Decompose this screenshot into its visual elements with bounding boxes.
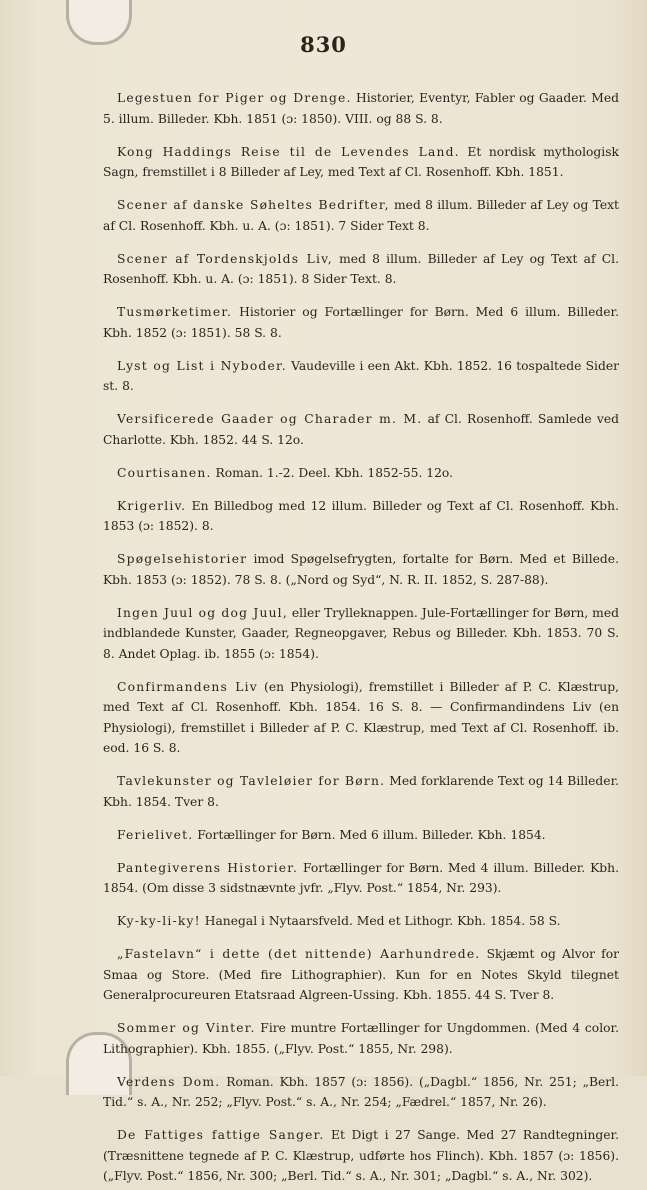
entry-text: af Cl. Rosenhoff. Samlede ved Charlotte. Kbh. 1852. 44 S. 12o. bbox=[103, 412, 619, 447]
bibliography-entries bbox=[103, 76, 619, 1190]
bibliography-entry bbox=[103, 142, 619, 183]
entry-title: Confirmandens Liv bbox=[117, 679, 258, 694]
bibliography-entry bbox=[103, 88, 619, 129]
entry-text: Fire muntre Fortællinger for Ungdommen. (Med 4 color. Lithographier). Kbh. 1855. („Flyv. Post.“ 1855, Nr. 298). bbox=[103, 1021, 619, 1056]
entry-title: De Fattiges fattige Sanger. bbox=[117, 1128, 325, 1143]
page-number: 830 bbox=[300, 32, 347, 57]
entry-text: Vaudeville i een Akt. Kbh. 1852. 16 tospaltede Sider st. 8. bbox=[103, 358, 619, 394]
entry-text: Roman. Kbh. 1857 (ɔ: 1856). („Dagbl.“ 1856, Nr. 251; „Berl. Tid.“ s. A., Nr. 252; „Flyv. Post.“ s. A., Nr. 254; „Fædrel.“ 1857, Nr. 26). bbox=[103, 1074, 619, 1110]
bibliography-entry bbox=[103, 356, 619, 397]
entry-text: Et nordisk mythologisk Sagn, fremstillet i 8 Billeder af Ley, med Text af Cl. Rosenhoff. Kbh. 1851. bbox=[103, 144, 619, 180]
entry-text: Skjæmt og Alvor for Smaa og Store. (Med fire Lithographier). Kun for en Notes Skyld tilegnet Generalprocureuren Etatsraad Algreen-Ussing. Kbh. 1855. 44 S. Tver 8. bbox=[103, 947, 619, 1003]
bibliography-entry bbox=[103, 496, 619, 537]
entry-text: Et Digt i 27 Sange. Med 27 Randtegninger. (Træsnittene tegnede af P. C. Klæstrup, udførte hos Flinch). Kbh. 1857 (ɔ: 1856). („Flyv. Post.“ 1856, Nr. 300; „Berl. Tid.“ s. A., Nr. 301; „Dagbl.“ s. A., Nr. 302). bbox=[103, 1128, 619, 1184]
entry-title: Sommer og Vinter. bbox=[117, 1021, 256, 1036]
entry-title: Tavlekunster og Tavleløier for Børn. bbox=[117, 774, 386, 789]
entry-text: eller Trylleknappen. Jule-Fortællinger for Børn, med indblandede Kunster, Gaader, Regneopgaver, Rebus og Billeder. Kbh. 1853. 70 S. 8. Andet Oplag. ib. 1855 (ɔ: 1854). bbox=[103, 605, 619, 661]
entry-text: imod Spøgelsefrygten, fortalte for Børn. Med et Billede. Kbh. 1853 (ɔ: 1852). 78 S. 8. („Nord og Syd“, N. R. II. 1852, S. 287-88). bbox=[103, 552, 619, 587]
entry-title: „Fastelavn“ i dette (det nittende) Aarhundrede. bbox=[117, 947, 481, 962]
entry-title: Pantegiverens Historier. bbox=[117, 860, 299, 875]
entry-text: En Billedbog med 12 illum. Billeder og Text af Cl. Rosenhoff. Kbh. 1853 (ɔ: 1852). 8. bbox=[103, 498, 619, 534]
bibliography-entry bbox=[103, 302, 619, 343]
bibliography-entry bbox=[103, 825, 619, 846]
bibliography-entry bbox=[103, 677, 619, 759]
bibliography-entry bbox=[103, 463, 619, 484]
entry-title: Versificerede Gaader og Charader m. M. bbox=[117, 412, 423, 427]
bibliography-entry bbox=[103, 1072, 619, 1113]
entry-title: Scener af Tordenskjolds Liv, bbox=[117, 251, 333, 266]
entry-title: Courtisanen. bbox=[117, 465, 212, 480]
entry-title: Krigerliv. bbox=[117, 498, 187, 513]
entry-text: Historier og Fortællinger for Børn. Med 6 illum. Billeder. Kbh. 1852 (ɔ: 1851). 58 S. 8. bbox=[103, 305, 619, 340]
entry-text: Fortællinger for Børn. Med 6 illum. Billeder. Kbh. 1854. bbox=[197, 827, 546, 842]
entry-text: Med forklarende Text og 14 Billeder. Kbh. 1854. Tver 8. bbox=[103, 774, 619, 809]
entry-text: Fortællinger for Børn. Med 4 illum. Billeder. Kbh. 1854. (Om disse 3 sidstnævnte jvfr. „Flyv. Post.“ 1854, Nr. 293). bbox=[103, 860, 619, 896]
bibliography-entry bbox=[103, 249, 619, 290]
entry-title: Verdens Dom. bbox=[117, 1074, 221, 1089]
entry-title: Scener af danske Søheltes Bedrifter, bbox=[117, 198, 390, 213]
bibliography-entry bbox=[103, 1018, 619, 1059]
entry-text: Historier, Eventyr, Fabler og Gaader. Med 5. illum. Billeder. Kbh. 1851 (ɔ: 1850). VIII. og 88 S. 8. bbox=[103, 91, 619, 126]
entry-title: Ferielivet. bbox=[117, 827, 194, 842]
entry-title: Lyst og List i Nyboder. bbox=[117, 358, 287, 373]
entry-title: Legestuen for Piger og Drenge. bbox=[117, 91, 352, 106]
bibliography-entry bbox=[103, 195, 619, 236]
entry-title: Kong Haddings Reise til de Levendes Land. bbox=[117, 144, 460, 159]
bibliography-entry bbox=[103, 911, 619, 932]
bibliography-entry bbox=[103, 944, 619, 1006]
bibliography-entry bbox=[103, 1125, 619, 1187]
entry-text: Roman. 1.-2. Deel. Kbh. 1852-55. 12o. bbox=[215, 465, 454, 480]
bibliography-entry bbox=[103, 409, 619, 450]
entry-title: Ingen Juul og dog Juul, bbox=[117, 605, 288, 620]
bibliography-entry bbox=[103, 549, 619, 590]
bibliography-entry bbox=[103, 603, 619, 665]
entry-title: Tusmørketimer. bbox=[117, 305, 233, 320]
entry-title: Spøgelsehistorier bbox=[117, 552, 248, 567]
entry-text: (en Physiologi), fremstillet i Billeder af P. C. Klæstrup, med Text af Cl. Rosenhoff. Kbh. 1854. 16 S. 8. — Confirmandindens Liv (en Physiologi), fremstillet i Billeder af P. C. Klæstrup, med Text af Cl. Rosenhoff. ib. eod. 16 S. 8. bbox=[103, 679, 619, 756]
entry-text: med 8 illum. Billeder af Ley og Text af Cl. Rosenhoff. Kbh. u. A. (ɔ: 1851). 8 Sider Text. 8. bbox=[103, 251, 619, 287]
entry-text: med 8 illum. Billeder af Ley og Text af Cl. Rosenhoff. Kbh. u. A. (ɔ: 1851). 7 Sider Text 8. bbox=[103, 198, 619, 233]
bibliography-entry bbox=[103, 771, 619, 812]
entry-text: Hanegal i Nytaarsfveld. Med et Lithogr. Kbh. 1854. 58 S. bbox=[204, 914, 561, 929]
bibliography-entry bbox=[103, 858, 619, 899]
entry-title: Ky-ky-li-ky! bbox=[117, 914, 201, 929]
